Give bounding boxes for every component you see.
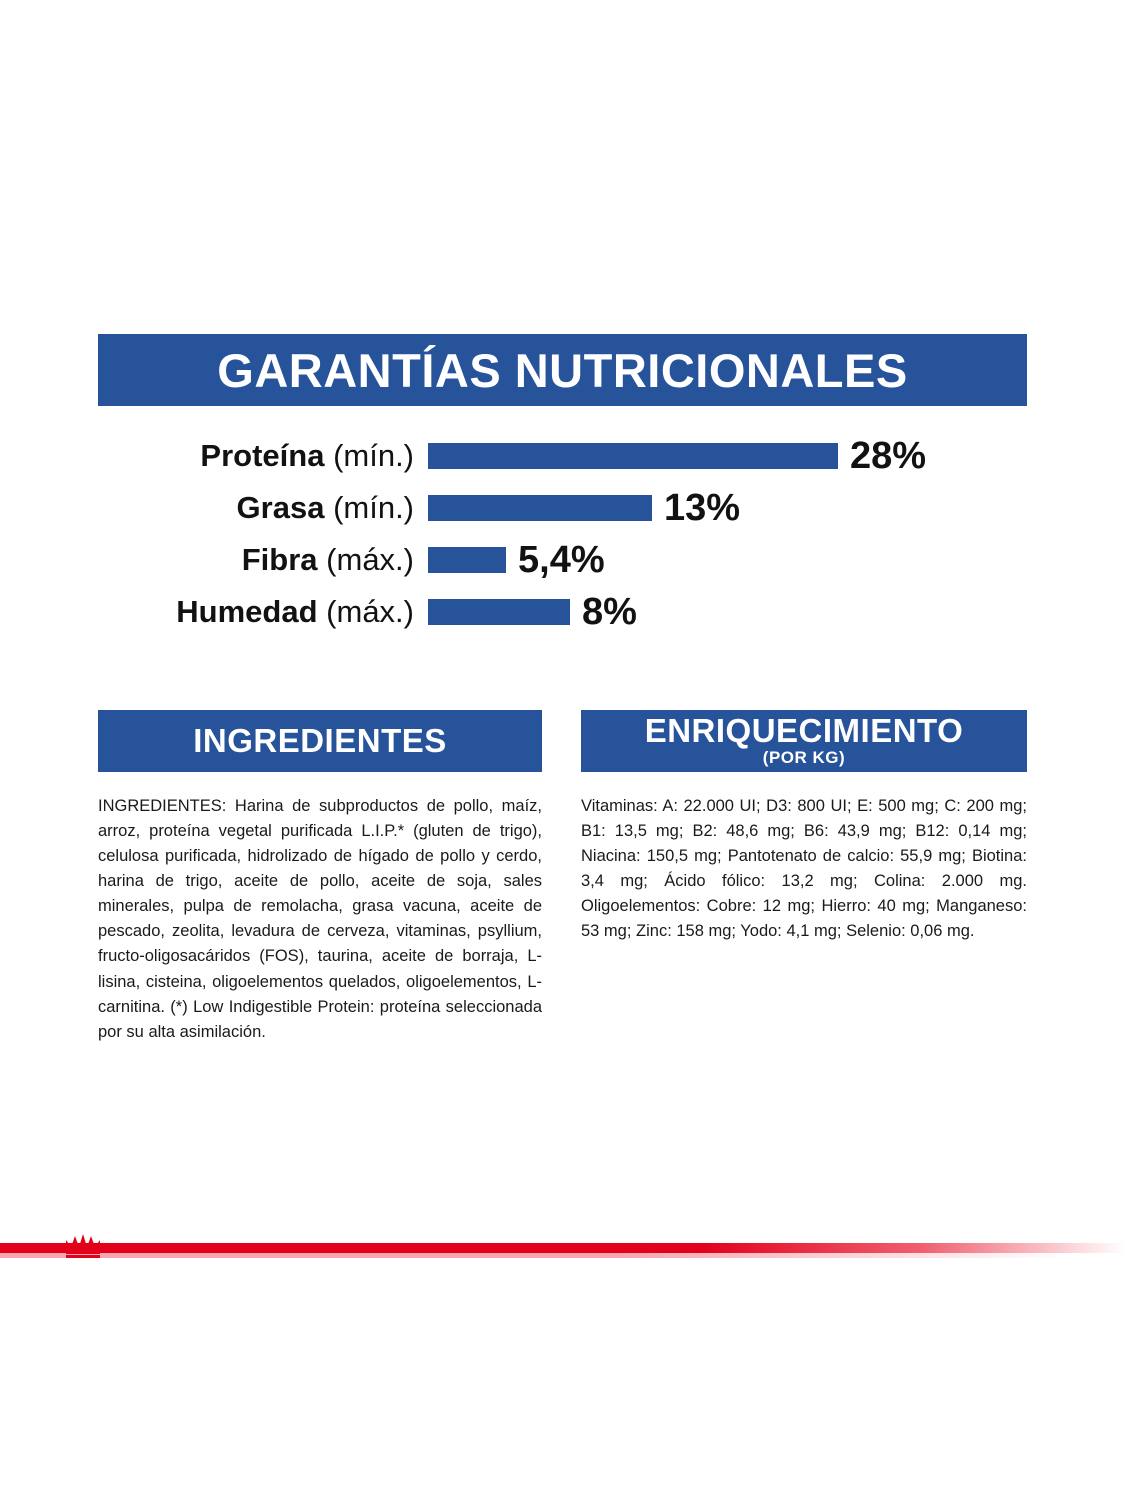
guarantee-label: [98, 438, 428, 474]
guarantee-row: [98, 430, 1027, 482]
ingredients-body: INGREDIENTES: Harina de subproductos de pollo, maíz, arroz, proteína vegetal purificada L.I.P.* (gluten de trigo), celulosa purificada, hidrolizado de hígado de pollo y cerdo, harina de trigo, aceite de pollo, aceite de soja, sales minerales, pulpa de remolacha, grasa vacuna, aceite de pescado, zeolita, levadura de cerveza, vitaminas, psyllium, fructo-oligosacáridos (FOS), taurina, aceite de borraja, L-lisina, cisteina, oligoelementos quelados, oligoelementos, L-carnitina. (*) Low Indigestible Protein: proteína seleccionada por su alta asimilación.: [98, 797, 542, 1041]
guarantees-banner: [98, 334, 1027, 406]
brand-band-accent: [0, 1253, 1125, 1258]
guarantee-qualifier: (mín.): [333, 438, 414, 473]
guarantee-bar: [428, 599, 570, 625]
ingredients-title: INGREDIENTES: [193, 721, 447, 759]
guarantee-name: Proteína: [200, 438, 325, 473]
enrichment-body: Vitaminas: A: 22.000 UI; D3: 800 UI; E: 500 mg; C: 200 mg; B1: 13,5 mg; B2: 48,6 mg; B6: 43,9 mg; B12: 0,14 mg; Niacina: 150,5 mg; Pantotenato de calcio: 55,9 mg; Biotina: 3,4 mg; Ácido fólico: 13,2 mg; Colina: 2.000 mg. Oligoelementos: Cobre: 12 mg; Hierro: 40 mg; Manganeso: 53 mg; Zinc: 158 mg; Yodo: 4,1 mg; Selenio: 0,06 mg.: [581, 797, 1027, 941]
ingredients-section: [98, 710, 542, 1045]
guarantee-bar: [428, 547, 506, 573]
guarantee-label: [98, 542, 428, 578]
guarantee-row: [98, 482, 1027, 534]
crown-icon: [64, 1228, 102, 1258]
guarantee-row: [98, 586, 1027, 638]
page-title: GARANTÍAS NUTRICIONALES: [217, 343, 908, 397]
guarantee-value: 5,4%: [518, 539, 605, 581]
brand-band: [0, 1243, 1125, 1253]
guarantee-name: Grasa: [236, 490, 325, 525]
guarantee-qualifier: (mín.): [333, 490, 414, 525]
guarantee-name: Fibra: [241, 542, 318, 577]
enrichment-subtitle: (POR KG): [762, 748, 846, 768]
guarantee-label: [98, 594, 428, 630]
guaranteed-analysis-chart: [98, 430, 1027, 638]
guarantee-value: 13%: [664, 487, 741, 529]
guarantee-name: Humedad: [176, 594, 318, 629]
enrichment-header: [581, 710, 1027, 772]
enrichment-section: [581, 710, 1027, 944]
guarantee-bar: [428, 495, 652, 521]
guarantee-bar: [428, 443, 838, 469]
guarantee-label: [98, 490, 428, 526]
guarantee-value: 8%: [582, 591, 637, 633]
guarantee-qualifier: (máx.): [326, 594, 414, 629]
guarantee-value: 28%: [850, 435, 927, 477]
ingredients-header: [98, 710, 542, 772]
enrichment-title: ENRIQUECIMIENTO: [644, 711, 964, 749]
guarantee-row: [98, 534, 1027, 586]
guarantee-qualifier: (máx.): [326, 542, 414, 577]
